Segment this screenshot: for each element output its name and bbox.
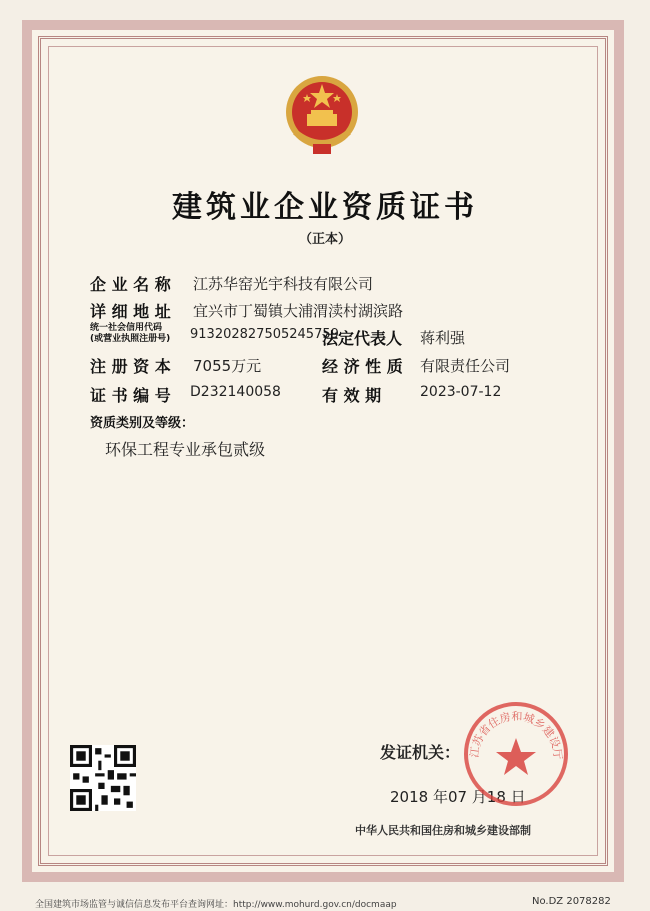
certificate-title: 建筑业企业资质证书 (172, 190, 478, 225)
company-name-label: 企 业 名 称 (90, 275, 171, 294)
address: 宜兴市丁蜀镇大浦渭渎村湖滨路 (193, 302, 404, 320)
legal-rep-label: 法定代表人 (322, 329, 403, 348)
issue-date: 2018 年07 月18 日 (390, 788, 526, 806)
serial-number: No.DZ 2078282 (532, 896, 611, 907)
official-seal-icon (462, 700, 570, 808)
qualification-label: 资质类别及等级： (90, 416, 195, 431)
issuer-label: 发证机关： (380, 743, 461, 762)
address-label: 详 细 地 址 (90, 302, 171, 321)
certificate-subtitle: （正本） (298, 232, 351, 247)
cert-no-label: 证 书 编 号 (90, 386, 171, 405)
footer-query-url: 全国建筑市场监管与诚信信息发布平台查询网址：http://www.mohurd.gov.cn/docmaap (35, 900, 397, 910)
company-name: 江苏华窑光宇科技有限公司 (193, 275, 374, 293)
credit-code: 913202827505245759 (190, 327, 339, 342)
reg-capital: 7055万元 (193, 357, 262, 375)
econ-nature: 有限责任公司 (420, 357, 511, 375)
legal-rep: 蒋利强 (420, 329, 466, 347)
qualification: 环保工程专业承包贰级 (105, 440, 266, 459)
econ-nature-label: 经 济 性 质 (322, 357, 403, 376)
valid-until: 2023-07-12 (420, 384, 502, 400)
valid-label: 有 效 期 (322, 386, 382, 405)
cert-no: D232140058 (190, 384, 281, 400)
department-name: 中华人民共和国住房和城乡建设部制 (355, 824, 531, 837)
svg-text:江苏省住房和城乡建设厅: 江苏省住房和城乡建设厅 (467, 709, 565, 761)
credit-code-label: 统一社会信用代码 (或营业执照注册号) (90, 323, 171, 344)
reg-capital-label: 注 册 资 本 (90, 357, 171, 376)
national-emblem-icon (283, 72, 361, 158)
qr-code-icon (70, 745, 136, 811)
